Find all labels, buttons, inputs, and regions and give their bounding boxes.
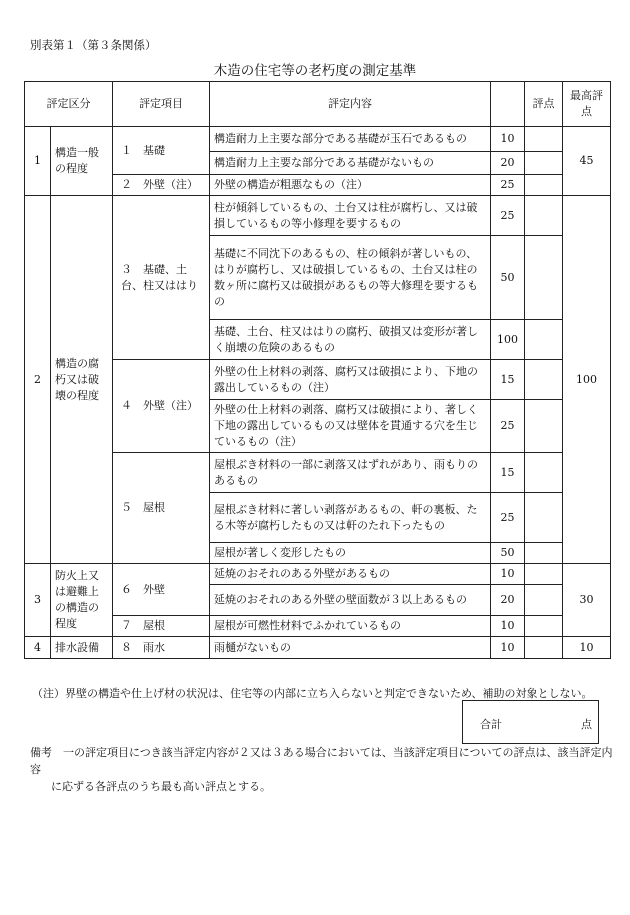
points-cell xyxy=(525,585,563,616)
table-body xyxy=(25,127,611,659)
points-cell xyxy=(525,236,563,320)
points-cell xyxy=(525,453,563,493)
score-value: 20 xyxy=(491,152,525,175)
points-cell xyxy=(525,320,563,360)
assessment-content: 延焼のおそれのある外壁があるもの xyxy=(210,564,491,585)
category-number: 2 xyxy=(25,196,51,564)
header-category: 評定区分 xyxy=(25,82,113,127)
assessment-content: 外壁の構造が粗悪なもの（注） xyxy=(210,175,491,196)
score-value: 25 xyxy=(491,400,525,453)
assessment-content: 柱が傾斜しているもの、土台又は柱が腐朽し、又は破損しているもの等小修理を要するもの xyxy=(210,196,491,236)
table-row xyxy=(25,196,611,236)
score-value: 10 xyxy=(491,616,525,637)
assessment-content: 屋根が著しく変形したもの xyxy=(210,543,491,564)
assessment-content: 基礎、土台、柱又ははりの腐朽、破損又は変形が著しく崩壊の危険のあるもの xyxy=(210,320,491,360)
remarks-line-1: 備考 一の評定項目につき該当評定内容が２又は３ある場合においては、当該評定項目についての評点は、該当評定内容 xyxy=(30,746,613,776)
header-points: 評点 xyxy=(525,82,563,127)
max-points-value: 100 xyxy=(563,196,611,564)
points-cell xyxy=(525,360,563,400)
points-cell xyxy=(525,616,563,637)
score-value: 50 xyxy=(491,236,525,320)
score-value: 25 xyxy=(491,493,525,543)
header-item: 評定項目 xyxy=(113,82,210,127)
assessment-table xyxy=(24,81,611,659)
total-label: 合計 xyxy=(480,718,502,731)
score-value: 15 xyxy=(491,453,525,493)
table-row xyxy=(25,616,611,637)
category-name: 排水設備 xyxy=(51,637,113,659)
header-score-blank xyxy=(491,82,525,127)
assessment-content: 屋根ぶき材料に著しい剥落があるもの、軒の裏板、たる木等が腐朽したもの又は軒のたれ下ったもの xyxy=(210,493,491,543)
max-points-value: 10 xyxy=(563,637,611,659)
assessment-item: ２ 外壁（注） xyxy=(113,175,210,196)
assessment-content: 雨樋がないもの xyxy=(210,637,491,659)
category-number: 3 xyxy=(25,564,51,637)
table-row xyxy=(25,564,611,585)
document-title: 木造の住宅等の老朽度の測定基準 xyxy=(213,63,417,79)
table-row xyxy=(25,637,611,659)
table-row xyxy=(25,360,611,400)
table-row xyxy=(25,453,611,493)
assessment-item: １ 基礎 xyxy=(113,127,210,175)
score-value: 10 xyxy=(491,564,525,585)
score-value: 15 xyxy=(491,360,525,400)
assessment-item: ７ 屋根 xyxy=(113,616,210,637)
assessment-content: 屋根が可燃性材料でふかれているもの xyxy=(210,616,491,637)
assessment-item: ８ 雨水 xyxy=(113,637,210,659)
assessment-content: 延焼のおそれのある外壁の壁面数が３以上あるもの xyxy=(210,585,491,616)
table-row xyxy=(25,175,611,196)
score-value: 20 xyxy=(491,585,525,616)
points-cell xyxy=(525,564,563,585)
category-number: 1 xyxy=(25,127,51,196)
footnote: （注）界壁の構造や仕上げ材の状況は、住宅等の内部に立ち入らないと判定できないため、補助の対象としない。 xyxy=(32,687,593,700)
points-cell xyxy=(525,196,563,236)
points-cell xyxy=(525,175,563,196)
table-row xyxy=(25,127,611,152)
max-points-value: 45 xyxy=(563,127,611,196)
points-cell xyxy=(525,637,563,659)
score-value: 25 xyxy=(491,175,525,196)
max-points-value: 30 xyxy=(563,564,611,637)
score-value: 100 xyxy=(491,320,525,360)
category-name: 構造一般の程度 xyxy=(51,127,113,196)
assessment-content: 構造耐力上主要な部分である基礎がないもの xyxy=(210,152,491,175)
remarks-line-2: に応ずる各評点のうち最も高い評点とする。 xyxy=(51,780,271,793)
remarks xyxy=(30,744,620,795)
header-content: 評定内容 xyxy=(210,82,491,127)
points-cell xyxy=(525,543,563,564)
assessment-item: ６ 外壁 xyxy=(113,564,210,616)
assessment-content: 屋根ぶき材料の一部に剥落又はずれがあり、雨もりのあるもの xyxy=(210,453,491,493)
assessment-item: ５ 屋根 xyxy=(113,453,210,564)
total-unit: 点 xyxy=(581,718,592,731)
annex-label: 別表第１（第３条関係） xyxy=(30,38,157,52)
points-cell xyxy=(525,152,563,175)
category-name: 防火上又は避難上の構造の程度 xyxy=(51,564,113,637)
score-value: 50 xyxy=(491,543,525,564)
points-cell xyxy=(525,400,563,453)
points-cell xyxy=(525,127,563,152)
assessment-content: 構造耐力上主要な部分である基礎が玉石であるもの xyxy=(210,127,491,152)
header-row xyxy=(25,82,611,127)
points-cell xyxy=(525,493,563,543)
assessment-content: 基礎に不同沈下のあるもの、柱の傾斜が著しいもの、はりが腐朽し、又は破損しているもの、土台又は柱の数ヶ所に腐朽又は破損があるもの等大修理を要するもの xyxy=(210,236,491,320)
assessment-content: 外壁の仕上材料の剥落、腐朽又は破損により、著しく下地の露出しているもの又は壁体を貫通する穴を生じているもの（注） xyxy=(210,400,491,453)
assessment-item: ３ 基礎、土台、柱又ははり xyxy=(113,196,210,360)
score-value: 10 xyxy=(491,127,525,152)
header-max-points: 最高評点 xyxy=(563,82,611,127)
category-name: 構造の腐朽又は破壊の程度 xyxy=(51,196,113,564)
category-number: 4 xyxy=(25,637,51,659)
total-box xyxy=(462,700,599,744)
score-value: 10 xyxy=(491,637,525,659)
score-value: 25 xyxy=(491,196,525,236)
assessment-content: 外壁の仕上材料の剥落、腐朽又は破損により、下地の露出しているもの（注） xyxy=(210,360,491,400)
assessment-item: ４ 外壁（注） xyxy=(113,360,210,453)
